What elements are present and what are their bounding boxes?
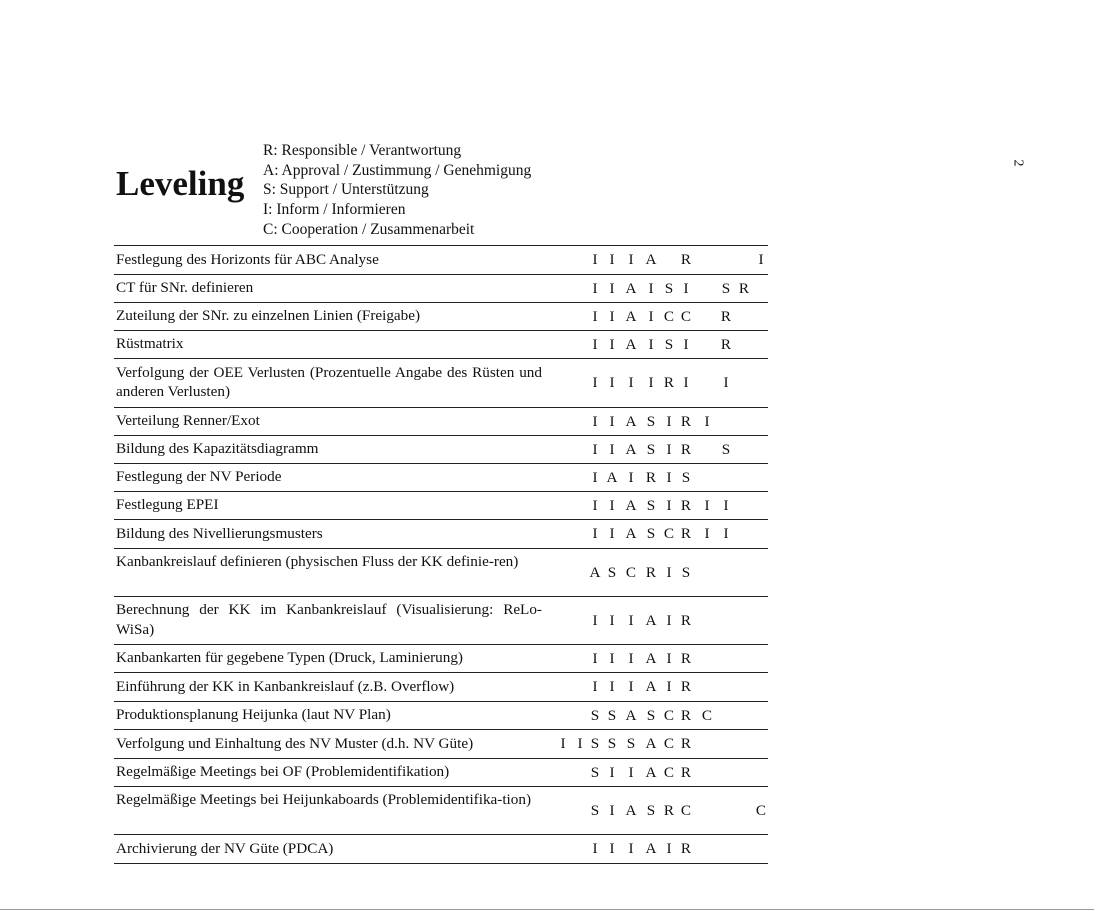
raci-cell: I <box>609 374 615 391</box>
raci-cell: R <box>720 335 732 353</box>
raci-cell: I <box>666 840 672 857</box>
task-label: Festlegung der NV Periode <box>116 468 282 486</box>
raci-cell: I <box>666 563 672 581</box>
raci-cell: S <box>681 563 691 581</box>
raci-cell: C <box>663 763 675 781</box>
task-label: Produktionsplanung Heijunka (laut NV Plan) <box>116 706 391 724</box>
raci-cell: I <box>648 307 654 325</box>
raci-cell: R <box>680 611 692 629</box>
raci-cell: A <box>645 735 657 752</box>
raci-cell: I <box>609 801 615 819</box>
table-row <box>114 491 768 519</box>
legend-support: S: Support / Unterstützung <box>263 181 429 199</box>
raci-cell: S <box>590 735 600 752</box>
raci-cell: S <box>664 279 674 297</box>
table-row <box>114 548 768 596</box>
raci-cell: R <box>680 251 692 268</box>
raci-cell: R <box>663 374 675 391</box>
legend-approval: A: Approval / Zustimmung / Genehmigung <box>263 161 532 179</box>
raci-cell: A <box>625 307 637 325</box>
task-label: Bildung des Nivellierungsmusters <box>116 524 323 542</box>
page-title: Leveling <box>116 164 245 203</box>
raci-cell: I <box>560 735 566 752</box>
raci-cell: I <box>666 611 672 629</box>
raci-cell: I <box>628 763 634 781</box>
raci-cell: I <box>592 678 598 695</box>
raci-cell: I <box>592 611 598 629</box>
raci-cell: A <box>625 440 637 458</box>
raci-cell: I <box>592 649 598 667</box>
raci-cell: S <box>646 706 656 724</box>
raci-cell: I <box>704 496 710 514</box>
task-label: Berechnung der KK im Kanbankreislauf (Visualisierung: ReLo-WiSa) <box>116 601 542 638</box>
raci-cell: A <box>625 279 637 297</box>
raci-cell: I <box>609 251 615 268</box>
raci-cell: C <box>663 307 675 325</box>
table-row <box>114 463 768 491</box>
page-bottom-divider <box>0 909 1094 910</box>
raci-cell: A <box>625 412 637 430</box>
raci-cell: R <box>680 496 692 514</box>
raci-cell: I <box>592 307 598 325</box>
raci-cell: R <box>663 801 675 819</box>
raci-cell: I <box>666 468 672 486</box>
raci-cell: I <box>628 374 634 391</box>
raci-cell: I <box>683 335 689 353</box>
raci-cell: A <box>625 525 637 542</box>
raci-cell: C <box>663 706 675 724</box>
raci-cell: S <box>681 468 691 486</box>
raci-cell: R <box>680 840 692 857</box>
raci-cell: I <box>648 335 654 353</box>
raci-cell: A <box>645 251 657 268</box>
raci-cell: S <box>646 440 656 458</box>
raci-cell: I <box>609 649 615 667</box>
raci-cell: S <box>721 279 731 297</box>
task-label: Bildung des Kapazitätsdiagramm <box>116 440 319 458</box>
raci-cell: I <box>609 440 615 458</box>
raci-cell: S <box>626 735 636 752</box>
table-row <box>114 758 768 786</box>
raci-cell: R <box>720 307 732 325</box>
table-row <box>114 435 768 463</box>
task-label: Rüstmatrix <box>116 335 184 353</box>
raci-cell: R <box>680 649 692 667</box>
raci-legend <box>263 141 531 239</box>
raci-cell: I <box>609 279 615 297</box>
raci-cell: R <box>645 468 657 486</box>
raci-cell: C <box>663 735 675 752</box>
raci-cell: I <box>609 307 615 325</box>
raci-cell: I <box>609 525 615 542</box>
raci-cell: I <box>592 468 598 486</box>
table-row <box>114 519 768 548</box>
raci-cell: I <box>609 335 615 353</box>
raci-cell: I <box>609 763 615 781</box>
raci-cell: I <box>628 611 634 629</box>
raci-cell: I <box>666 440 672 458</box>
raci-cell: R <box>680 412 692 430</box>
raci-cell: R <box>680 763 692 781</box>
raci-cell: I <box>723 525 729 542</box>
raci-cell: I <box>723 374 729 391</box>
raci-cell: I <box>592 412 598 430</box>
raci-cell: A <box>625 801 637 819</box>
task-label: Zuteilung der SNr. zu einzelnen Linien (Freigabe) <box>116 307 421 325</box>
raci-cell: I <box>704 525 710 542</box>
table-row <box>114 701 768 729</box>
raci-cell: S <box>646 801 656 819</box>
task-label: Festlegung EPEI <box>116 496 219 514</box>
table-row <box>114 302 768 330</box>
legend-responsible: R: Responsible / Verantwortung <box>263 142 462 159</box>
raci-cell: C <box>680 801 692 819</box>
raci-cell: I <box>628 251 634 268</box>
raci-cell: A <box>625 335 637 353</box>
task-label: CT für SNr. definieren <box>116 279 254 297</box>
table-row <box>114 596 768 644</box>
table-row <box>114 358 768 407</box>
raci-cell: I <box>592 335 598 353</box>
raci-cell: R <box>680 735 692 752</box>
raci-cell: I <box>577 735 583 752</box>
task-label: Verfolgung und Einhaltung des NV Muster (d.h. NV Güte) <box>116 734 474 752</box>
raci-cell: S <box>646 525 656 542</box>
raci-cell: A <box>625 706 637 724</box>
raci-cell: I <box>592 440 598 458</box>
raci-cell: S <box>664 335 674 353</box>
table-row <box>114 644 768 672</box>
table-row <box>114 729 768 758</box>
raci-cell: S <box>646 496 656 514</box>
raci-cell: R <box>738 279 750 297</box>
raci-cell: S <box>607 706 617 724</box>
raci-cell: A <box>645 649 657 667</box>
raci-cell: S <box>721 440 731 458</box>
table-row <box>114 245 768 274</box>
raci-cell: C <box>625 563 637 581</box>
table-row <box>114 330 768 358</box>
raci-cell: I <box>666 412 672 430</box>
raci-cell: A <box>606 468 618 486</box>
legend-cooperation: C: Cooperation / Zusammenarbeit <box>263 220 475 238</box>
task-label: Verteilung Renner/Exot <box>116 412 260 430</box>
raci-cell: A <box>645 611 657 629</box>
raci-cell: I <box>592 374 598 391</box>
raci-cell: R <box>645 563 657 581</box>
task-label: Archivierung der NV Güte (PDCA) <box>116 839 334 857</box>
raci-cell: I <box>666 496 672 514</box>
table-row <box>114 274 768 302</box>
task-label: Kanbankreislauf definieren (physischen Fluss der KK definie-ren) <box>116 553 519 571</box>
task-label: Kanbankarten für gegebene Typen (Druck, Laminierung) <box>116 649 463 667</box>
raci-cell: I <box>609 840 615 857</box>
raci-cell: I <box>758 251 764 268</box>
raci-cell: I <box>648 279 654 297</box>
raci-cell: R <box>680 678 692 695</box>
raci-cell: R <box>680 706 692 724</box>
raci-cell: I <box>592 840 598 857</box>
raci-cell: I <box>628 678 634 695</box>
raci-cell: S <box>590 801 600 819</box>
raci-cell: S <box>590 706 600 724</box>
raci-cell: A <box>625 496 637 514</box>
task-label: Einführung der KK in Kanbankreislauf (z.B. Overflow) <box>116 677 455 695</box>
row-divider <box>114 863 768 864</box>
legend-inform: I: Inform / Informieren <box>263 201 406 219</box>
raci-cell: C <box>680 307 692 325</box>
raci-cell: S <box>646 412 656 430</box>
raci-cell: I <box>609 678 615 695</box>
raci-cell: S <box>607 563 617 581</box>
raci-cell: I <box>592 251 598 268</box>
raci-cell: I <box>704 412 710 430</box>
raci-cell: I <box>723 496 729 514</box>
raci-cell: C <box>755 801 767 819</box>
task-label: Festlegung des Horizonts für ABC Analyse <box>116 250 379 268</box>
task-label: Verfolgung der OEE Verlusten (Prozentuelle Angabe des Rüsten und anderen Verlusten) <box>116 363 542 401</box>
raci-cell: I <box>609 611 615 629</box>
task-label: Regelmäßige Meetings bei Heijunkaboards (Problemidentifika-tion) <box>116 791 532 809</box>
table-row <box>114 407 768 435</box>
task-label: Regelmäßige Meetings bei OF (Problemidentifikation) <box>116 763 450 781</box>
raci-cell: S <box>590 763 600 781</box>
raci-cell: A <box>645 840 657 857</box>
raci-cell: I <box>683 279 689 297</box>
raci-cell: S <box>607 735 617 752</box>
raci-cell: I <box>666 649 672 667</box>
raci-cell: I <box>628 649 634 667</box>
raci-cell: I <box>592 525 598 542</box>
raci-cell: C <box>663 525 675 542</box>
raci-cell: I <box>628 840 634 857</box>
raci-cell: A <box>589 563 601 581</box>
raci-cell: I <box>666 678 672 695</box>
raci-cell: R <box>680 440 692 458</box>
raci-cell: A <box>645 678 657 695</box>
raci-cell: I <box>609 496 615 514</box>
raci-cell: I <box>683 374 689 391</box>
raci-cell: R <box>680 525 692 542</box>
raci-cell: I <box>648 374 654 391</box>
raci-cell: I <box>592 279 598 297</box>
table-row <box>114 786 768 834</box>
raci-cell: A <box>645 763 657 781</box>
page-number: 2 <box>1010 159 1026 167</box>
raci-cell: C <box>701 706 713 724</box>
table-row <box>114 834 768 863</box>
raci-cell: I <box>628 468 634 486</box>
raci-cell: I <box>592 496 598 514</box>
table-row <box>114 672 768 701</box>
raci-cell: I <box>609 412 615 430</box>
